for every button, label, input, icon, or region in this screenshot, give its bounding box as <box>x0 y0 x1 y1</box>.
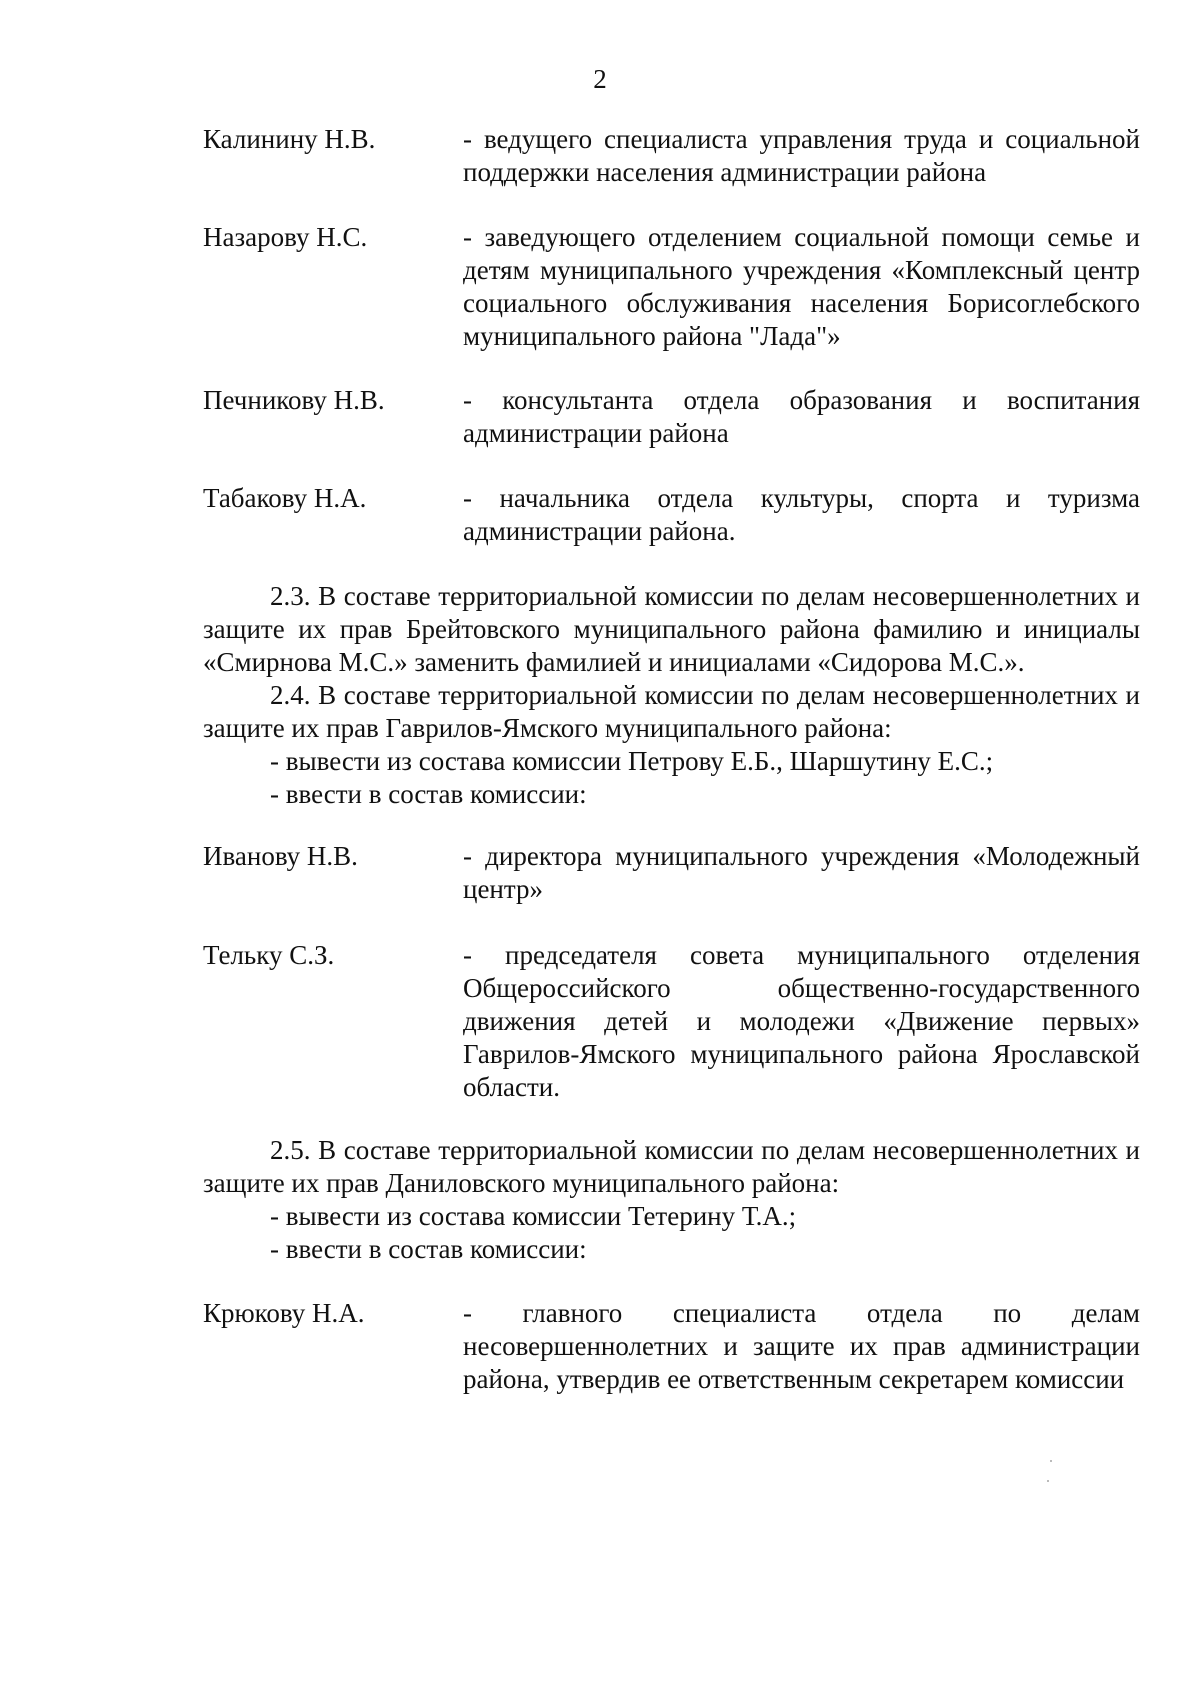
member-position: - главного специалиста отдела по делам несовершеннолетних и защите их прав администрации района, утвердив ее ответственным секретарем комиссии <box>463 1298 1140 1394</box>
section-2-4-remove: - вывести из состава комиссии Петрову Е.Б., Шаршутину Е.С.; <box>270 746 994 776</box>
member-name: Назарову Н.С. <box>203 222 368 252</box>
member-name: Крюкову Н.А. <box>203 1298 365 1328</box>
member-position: - председателя совета муниципального отделения Общероссийского общественно-государственного движения детей и молодежи «Движение первых» Гаврилов-Ямского муниципального района Ярославской области. <box>463 940 1140 1102</box>
section-2-5-intro: 2.5. В составе территориальной комиссии по делам несовершеннолетних и защите их прав Даниловского муниципального района: <box>203 1135 1140 1198</box>
page-number: 2 <box>593 64 607 94</box>
member-name: Печникову Н.В. <box>203 385 385 415</box>
member-position: - директора муниципального учреждения «Молодежный центр» <box>463 841 1140 904</box>
scan-speck <box>1047 1480 1049 1482</box>
section-2-5-add: - ввести в состав комиссии: <box>270 1234 587 1264</box>
member-position: - заведующего отделением социальной помощи семье и детям муниципального учреждения «Комплексный центр социального обслуживания населения Борисоглебского муниципального района "Лада"» <box>463 222 1140 351</box>
member-position: - консультанта отдела образования и воспитания администрации района <box>463 385 1140 448</box>
scan-speck <box>1050 1460 1052 1462</box>
section-2-3: 2.3. В составе территориальной комиссии по делам несовершеннолетних и защите их прав Брейтовского муниципального района фамилию и инициалы «Смирнова М.С.» заменить фамилией и инициалами «Сидорова М.С.». <box>203 581 1140 677</box>
member-position: - начальника отдела культуры, спорта и туризма администрации района. <box>463 483 1140 546</box>
member-name: Табакову Н.А. <box>203 483 367 513</box>
section-2-5-remove: - вывести из состава комиссии Тетерину Т.А.; <box>270 1201 797 1231</box>
member-position: - ведущего специалиста управления труда и социальной поддержки населения администрации района <box>463 124 1140 187</box>
section-2-4-add: - ввести в состав комиссии: <box>270 779 587 809</box>
member-name: Калинину Н.В. <box>203 124 376 154</box>
member-name: Тельку С.З. <box>203 940 335 970</box>
member-name: Иванову Н.В. <box>203 841 358 871</box>
section-2-4-intro: 2.4. В составе территориальной комиссии по делам несовершеннолетних и защите их прав Гаврилов-Ямского муниципального района: <box>203 680 1140 743</box>
